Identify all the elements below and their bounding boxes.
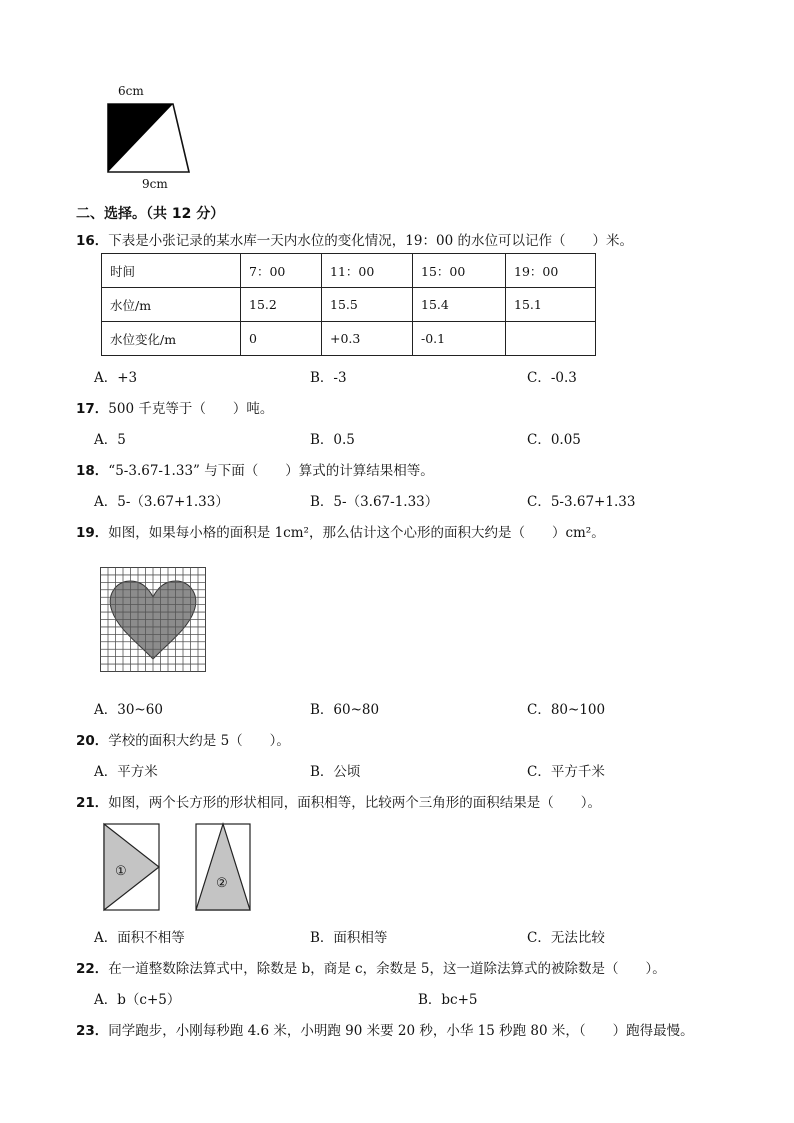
option-a: A．5 — [94, 432, 126, 448]
table-cell: 0 — [241, 322, 322, 356]
table-cell: 7：00 — [241, 254, 322, 288]
table-cell: 15：00 — [413, 254, 506, 288]
question-text: 如图，两个长方形的形状相同，面积相等，比较两个三角形的面积结果是（ ）。 — [108, 795, 602, 811]
option-b: B．5-（3.67-1.33） — [310, 494, 439, 510]
option-a: A．+3 — [94, 370, 138, 386]
table-cell: -0.1 — [413, 322, 506, 356]
question-text: 学校的面积大约是 5（ ）。 — [108, 733, 290, 749]
option-c: C．无法比较 — [527, 930, 605, 946]
option-c: C．平方千米 — [527, 764, 605, 780]
option-a: A．面积不相等 — [94, 930, 185, 946]
option-b: B．0.5 — [310, 432, 355, 448]
question-text: 500 千克等于（ ）吨。 — [108, 401, 274, 417]
question-number: 16． — [76, 233, 109, 249]
option-c: C．0.05 — [527, 432, 581, 448]
option-b: B．bc+5 — [418, 992, 478, 1008]
question-19 — [76, 521, 605, 541]
table-cell: 水位变化/m — [102, 322, 241, 356]
table-row — [102, 288, 596, 322]
table-cell: +0.3 — [322, 322, 413, 356]
question-23 — [76, 1019, 694, 1039]
question-number: 23． — [76, 1023, 109, 1039]
trapezoid-bottom-label: 9cm — [142, 177, 168, 191]
water-level-table — [101, 253, 596, 356]
table-cell: 15.1 — [506, 288, 596, 322]
option-b: B．60~80 — [310, 702, 380, 718]
trapezoid-figure — [104, 100, 194, 176]
question-18 — [76, 459, 434, 479]
option-a: A．平方米 — [94, 764, 158, 780]
option-a: A．b（c+5） — [94, 992, 181, 1008]
question-22 — [76, 957, 666, 977]
option-c: C．80~100 — [527, 702, 606, 718]
question-number: 17． — [76, 401, 109, 417]
question-number: 18． — [76, 463, 109, 479]
question-text: 如图，如果每小格的面积是 1cm²，那么估计这个心形的面积大约是（ ）cm²。 — [108, 525, 605, 541]
question-text: 同学跑步，小刚每秒跑 4.6 米，小明跑 90 米要 20 秒，小华 15 秒跑 80 米，（ ）跑得最慢。 — [108, 1023, 694, 1039]
table-cell: 水位/m — [102, 288, 241, 322]
option-b: B．-3 — [310, 370, 347, 386]
section-title: 二、选择。（共 12 分） — [76, 206, 225, 222]
heart-grid-figure — [100, 567, 206, 672]
table-cell: 11：00 — [322, 254, 413, 288]
question-text: 在一道整数除法算式中，除数是 b，商是 c，余数是 5，这一道除法算式的被除数是（ ）。 — [108, 961, 666, 977]
question-number: 20． — [76, 733, 109, 749]
table-cell: 时间 — [102, 254, 241, 288]
question-number: 22． — [76, 961, 109, 977]
question-21 — [76, 791, 601, 811]
question-20 — [76, 729, 290, 749]
question-text: “5-3.67-1.33” 与下面（ ）算式的计算结果相等。 — [108, 463, 434, 479]
triangle-1-label: ① — [115, 864, 127, 879]
question-16 — [76, 229, 633, 249]
question-text: 下表是小张记录的某水库一天内水位的变化情况，19：00 的水位可以记作（ ）米。 — [108, 233, 633, 249]
option-c: C．5-3.67+1.33 — [527, 494, 636, 510]
table-cell — [506, 322, 596, 356]
option-a: A．5-（3.67+1.33） — [94, 494, 229, 510]
option-b: B．公顷 — [310, 764, 361, 780]
table-cell: 15.5 — [322, 288, 413, 322]
table-cell: 15.2 — [241, 288, 322, 322]
table-cell: 19：00 — [506, 254, 596, 288]
option-c: C．-0.3 — [527, 370, 577, 386]
table-cell: 15.4 — [413, 288, 506, 322]
table-row — [102, 254, 596, 288]
question-17 — [76, 397, 273, 417]
triangle-2-label: ② — [216, 876, 228, 891]
option-b: B．面积相等 — [310, 930, 388, 946]
table-row — [102, 322, 596, 356]
question-number: 19． — [76, 525, 109, 541]
question-number: 21． — [76, 795, 109, 811]
trapezoid-top-label: 6cm — [118, 84, 144, 98]
option-a: A．30~60 — [94, 702, 163, 718]
